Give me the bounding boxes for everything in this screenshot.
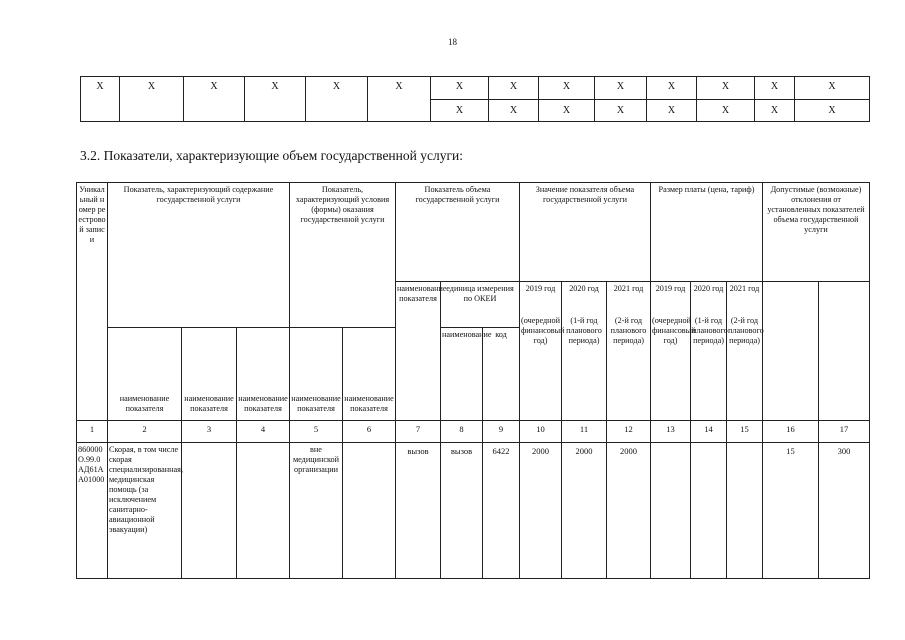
empty-cell [343, 443, 396, 579]
column-number: 8 [441, 421, 483, 443]
header-unit-name: наименование [441, 328, 483, 421]
column-number: 10 [520, 421, 562, 443]
unit-name-value: вызов [441, 443, 483, 579]
column-number: 5 [290, 421, 343, 443]
x-cell: X [595, 100, 647, 122]
unit-code-value: 6422 [483, 443, 520, 579]
header-deviation-percent [763, 282, 819, 421]
column-number: 9 [483, 421, 520, 443]
header-sub-name-5: наименование показателя [343, 328, 396, 421]
x-cell: X [595, 77, 647, 100]
header-indicator-name: наименование показателя [396, 282, 441, 421]
column-number: 2 [108, 421, 182, 443]
column-number: 7 [396, 421, 441, 443]
header-sub-name-4: наименование показателя [290, 328, 343, 421]
empty-cell [182, 443, 237, 579]
empty-cell [691, 443, 727, 579]
service-condition: вне медицинской организации [290, 443, 343, 579]
column-number: 16 [763, 421, 819, 443]
x-cell: X [755, 77, 795, 100]
x-cell: X [245, 77, 306, 122]
registry-number: 860000О.99.0АД61АА01000 [77, 443, 108, 579]
value-2020: 2000 [562, 443, 607, 579]
period-label: (2-й год планового периода) [728, 316, 764, 345]
x-cell: X [647, 77, 697, 100]
x-cell: X [795, 100, 870, 122]
year-label: 2021 год [729, 284, 760, 293]
column-number: 15 [727, 421, 763, 443]
header-deviation-absolute [819, 282, 870, 421]
year-label: 2020 год [569, 284, 599, 293]
x-cell: X [368, 77, 431, 122]
empty-cell [727, 443, 763, 579]
header-year-2019 [520, 282, 565, 421]
period-label: (2-й год планового периода) [610, 316, 647, 345]
x-cell: X [539, 100, 595, 122]
period-label: (очередной финансовый год) [652, 316, 696, 345]
header-fee-2020 [691, 282, 727, 421]
column-number: 1 [77, 421, 108, 443]
header-sub-name-3: наименование показателя [237, 328, 290, 421]
x-cell: X [755, 100, 795, 122]
previous-section-table [80, 76, 870, 122]
header-volume-value: Значение показателя объема государственной услуги [520, 183, 651, 282]
header-volume-indicator: Показатель объема государственной услуги [396, 183, 520, 282]
header-unique-number: Уникальный номер реестровой записи [77, 183, 108, 421]
period-label: (1-й год планового периода) [566, 316, 602, 345]
period-label: (1-й год планового периода) [692, 316, 728, 345]
header-year-2021 [607, 282, 651, 421]
x-cell: X [431, 77, 489, 100]
value-2021: 2000 [607, 443, 651, 579]
x-cell: X [489, 77, 539, 100]
volume-indicators-table [76, 182, 870, 579]
header-deviations: Допустимые (возможные) отклонения от установленных показателей объема государственной услуги [763, 183, 870, 282]
column-number: 3 [182, 421, 237, 443]
year-label: 2021 год [613, 284, 644, 293]
x-cell: X [184, 77, 245, 122]
deviation-percent-value: 15 [763, 443, 819, 579]
column-number: 4 [237, 421, 290, 443]
x-cell: X [697, 77, 755, 100]
year-label: 2019 год [655, 284, 686, 293]
column-number: 17 [819, 421, 870, 443]
x-cell: X [306, 77, 368, 122]
page-number: 18 [448, 37, 457, 47]
section-title: 3.2. Показатели, характеризующие объем государственной услуги: [80, 148, 463, 163]
header-sub-name-2: наименование показателя [182, 328, 237, 421]
x-cell: X [539, 77, 595, 100]
x-cell: X [489, 100, 539, 122]
x-cell: X [697, 100, 755, 122]
column-number: 12 [607, 421, 651, 443]
x-cell: X [431, 100, 489, 122]
header-sub-name-1: наименование показателя [108, 328, 182, 421]
header-condition-indicator: Показатель, характеризующий условия (формы) оказания государственной услуги [290, 183, 396, 328]
deviation-absolute-value: 300 [819, 443, 870, 579]
empty-cell [651, 443, 691, 579]
column-number: 6 [343, 421, 396, 443]
header-fee: Размер платы (цена, тариф) [651, 183, 763, 282]
period-label: (очередной финансовый год) [521, 316, 565, 345]
header-fee-2019 [651, 282, 696, 421]
header-fee-2021 [727, 282, 763, 421]
x-cell: X [81, 77, 120, 122]
header-year-2020 [562, 282, 607, 421]
header-unit-code: код [483, 328, 520, 421]
x-cell: X [647, 100, 697, 122]
x-cell: X [795, 77, 870, 100]
header-unit: единица измерения по ОКЕИ [441, 282, 520, 328]
value-2019: 2000 [520, 443, 562, 579]
empty-cell [237, 443, 290, 579]
header-content-indicator: Показатель, характеризующий содержание государственной услуги [108, 183, 290, 328]
x-cell: X [120, 77, 184, 122]
year-label: 2019 год [525, 284, 556, 293]
indicator-value: вызов [396, 443, 441, 579]
column-number: 14 [691, 421, 727, 443]
service-content: Скорая, в том числе скорая специализированная, медицинская помощь (за исключением санитарно-авиационной эвакуации) [108, 443, 182, 579]
year-label: 2020 год [693, 284, 724, 293]
column-number: 13 [651, 421, 691, 443]
column-number: 11 [562, 421, 607, 443]
